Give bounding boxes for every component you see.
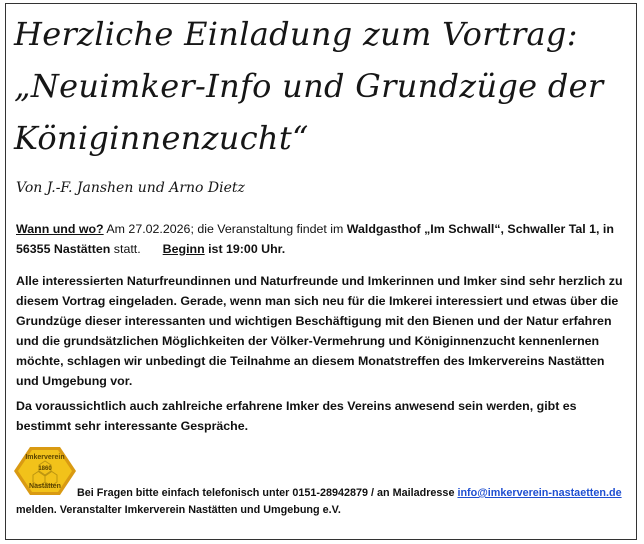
contact-block: [16, 485, 628, 519]
logo-year: 1860: [38, 466, 52, 472]
when-where-label: Wann und wo?: [16, 222, 104, 236]
begin-time: ist 19:00 Uhr.: [204, 242, 286, 256]
contact-text-organizer: melden. Veranstalter Imkerverein Nastätten und Umgebung e.V.: [16, 504, 341, 516]
invitation-paragraph: Alle interessierten Naturfreundinnen und Naturfreunde und Imkerinnen und Imker sind sehr herzlich zu diesem Vortrag eingeladen. Gerade, wenn man sich neu für die Imkerei interessiert und etwas über die Grundzüge dieser interessanten und wichtigen Beschäftigung mit den Bienen und der Natur erfahren und die grundsätzlichen Möglichkeiten der Völker-Vermehrung und Königinnenzucht kennenlernen möchte, schlagen wir unbedingt die Teilnahme an diesem Monatstreffen des Imkervereins Nastätten und Umgebung vor.: [16, 274, 623, 388]
begin-label: Beginn: [162, 242, 205, 256]
email-link[interactable]: info@imkerverein-nastaetten.de: [457, 487, 622, 499]
when-where-paragraph: [16, 219, 628, 259]
venue: Waldgasthof „Im Schwall“, Schwaller Tal 1, in 56355 Nastätten: [16, 222, 614, 256]
contact-text: Bei Fragen bitte einfach telefonisch unter 0151-28942879 / an Mailadresse: [77, 487, 458, 499]
title-line-3: Königinnenzucht“: [14, 119, 309, 157]
page-title: [14, 8, 630, 164]
title-line-1: Herzliche Einladung zum Vortrag:: [14, 15, 578, 53]
logo-top-text: Imkerverein: [25, 454, 65, 461]
when-where-text-end: statt.: [110, 242, 141, 256]
title-line-2: „Neuimker-Info und Grundzüge der: [14, 67, 604, 105]
when-where-text: Am 27.02.2026; die Veranstaltung findet im: [103, 222, 347, 236]
note-paragraph: Da voraussichtlich auch zahlreiche erfahrene Imker des Vereins anwesend sein werden, gibt es bestimmt sehr interessante Gespräche.: [16, 399, 577, 433]
logo-bottom-text: Nastätten: [29, 483, 61, 490]
authors-line: Von J.-F. Janshen und Arno Dietz: [16, 180, 245, 196]
